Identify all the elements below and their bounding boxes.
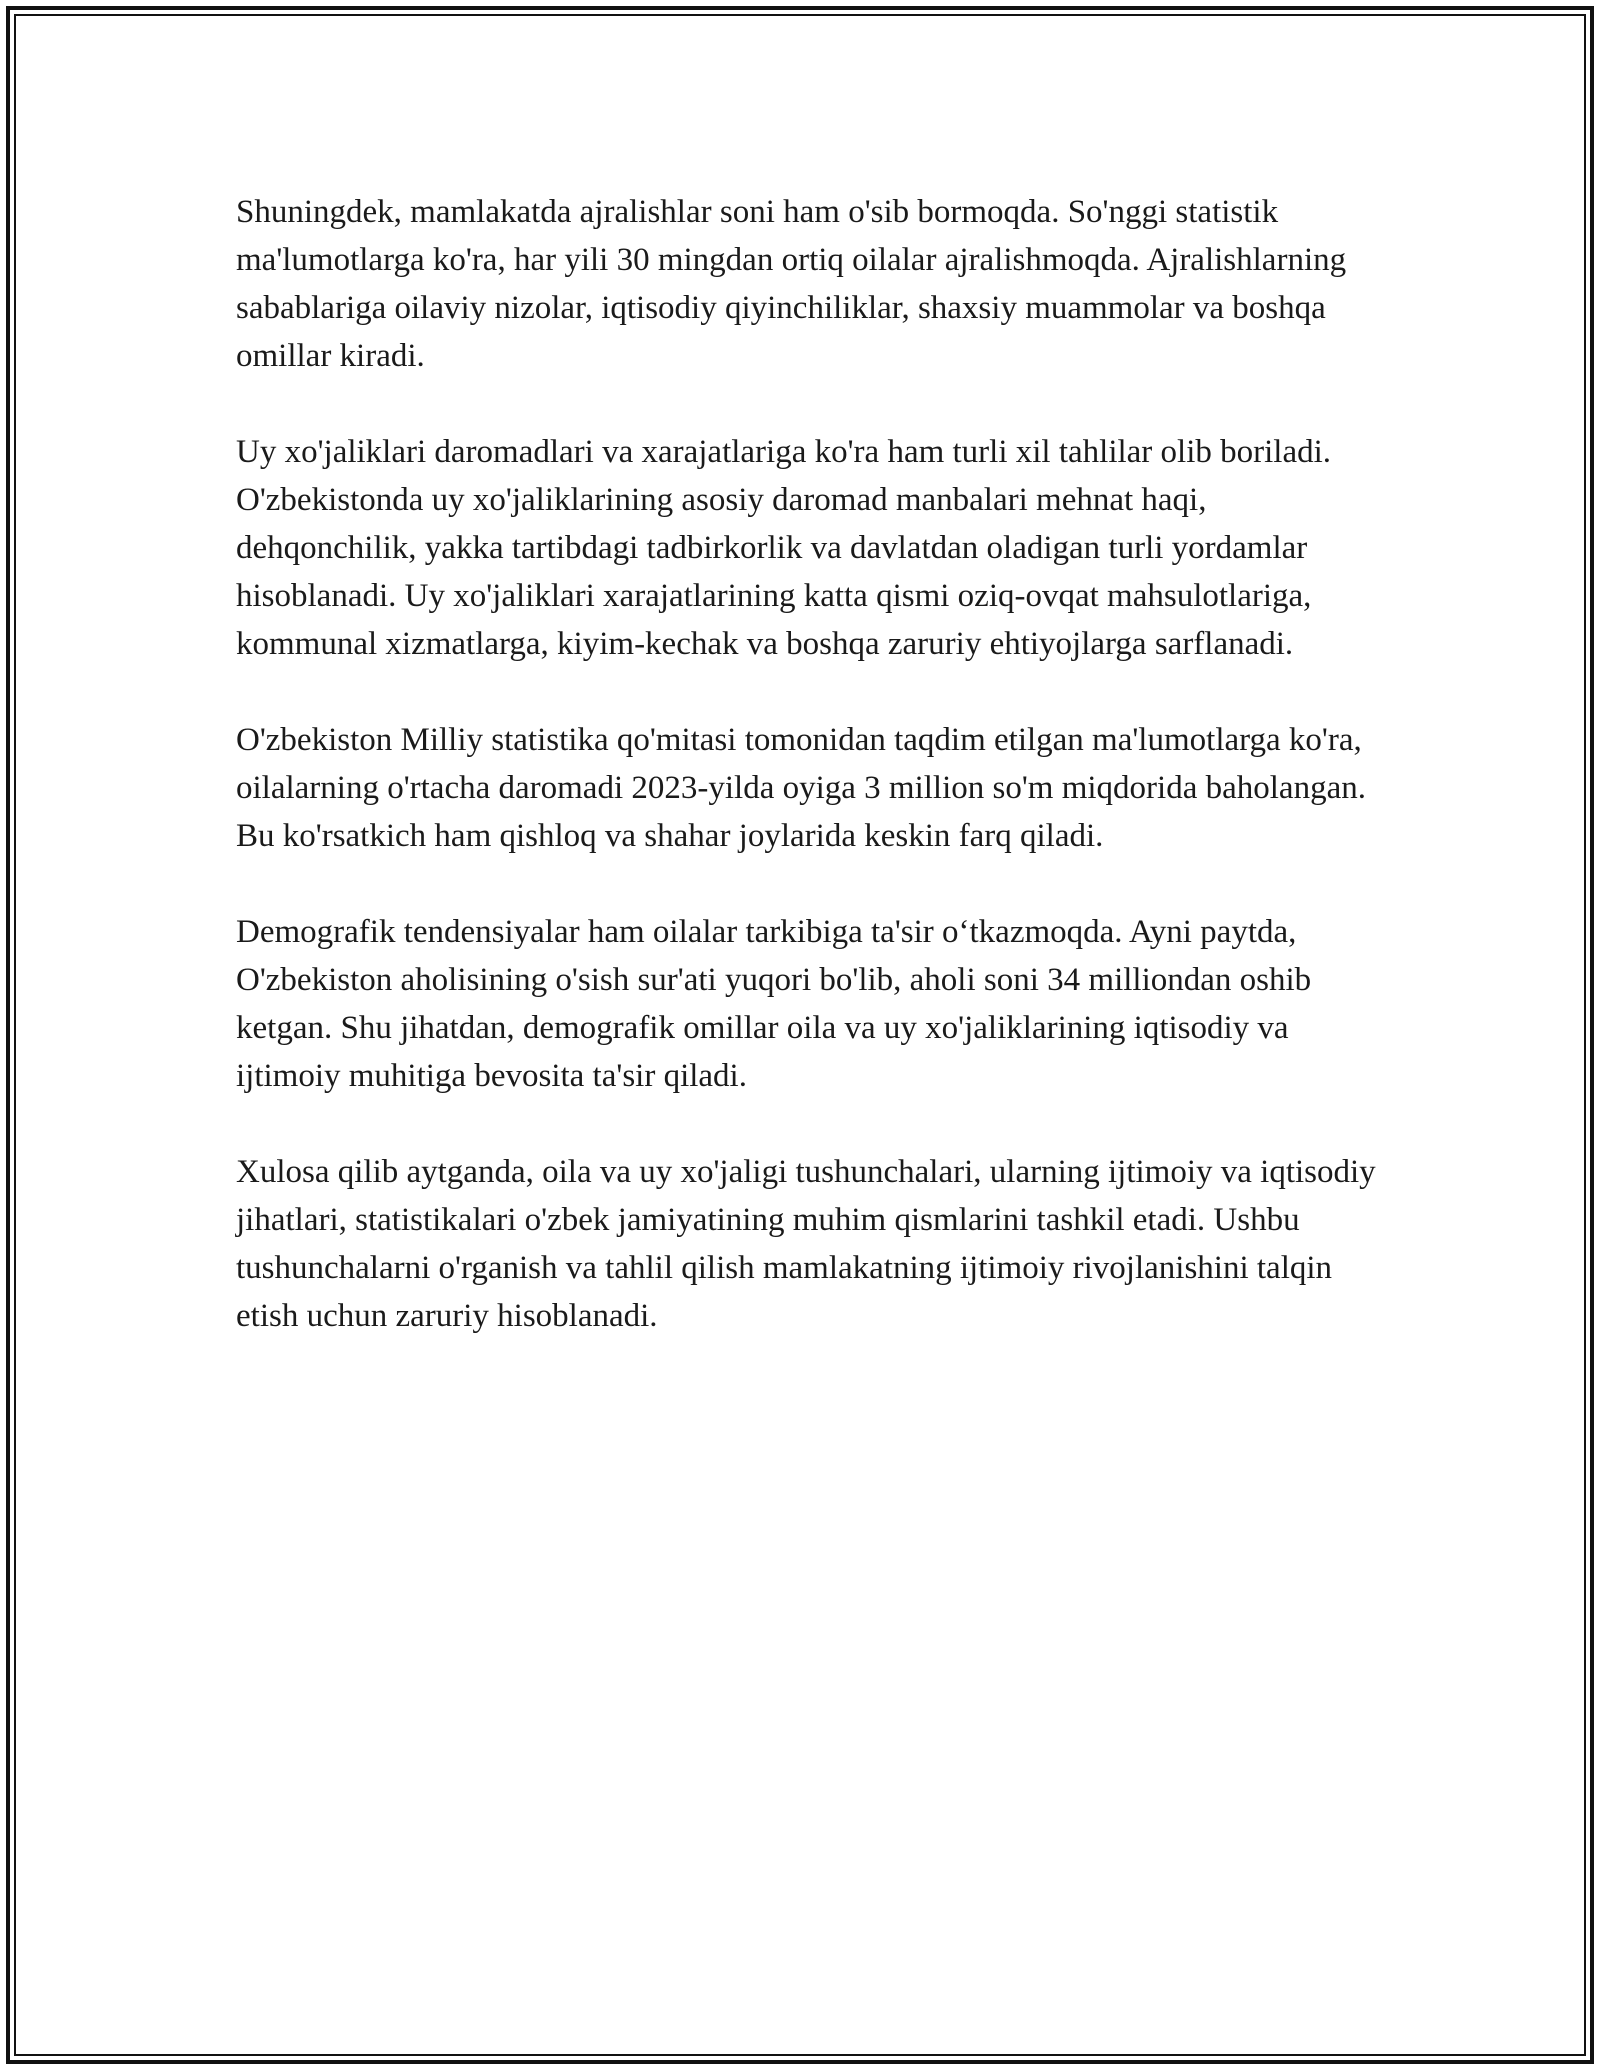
paragraph-conclusion: Xulosa qilib aytganda, oila va uy xo'jaligi tushunchalari, ularning ijtimoiy va iqtisodiy jihatlari, statistikalari o'zbek jamiyatining muhim qismlarini tashkil etadi. Ushbu tushunchalarni o'rganish va tahlil qilish mamlakatning ijtimoiy rivojlanishini talqin etish uchun zaruriy hisoblanadi. [236,1154,1376,1334]
paragraph-demographic-trends: Demografik tendensiyalar ham oilalar tarkibiga ta'sir o‘tkazmoqda. Ayni paytda, O'zbekiston aholisining o'sish sur'ati yuqori bo'lib, aholi soni 34 milliondan oshib ketgan. Shu jihatdan, demografik omillar oila va uy xo'jaliklarining iqtisodiy va ijtimoiy muhitiga bevosita ta'sir qiladi. [236,914,1312,1094]
paragraph-divorce-statistics: Shuningdek, mamlakatda ajralishlar soni ham o'sib bormoqda. So'nggi statistik ma'lumotlarga ko'ra, har yili 30 mingdan ortiq oilalar ajralishmoqda. Ajralishlarning sabablariga oilaviy nizolar, iqtisodiy qiyinchiliklar, shaxsiy muammolar va boshqa omillar kiradi. [236,194,1347,374]
paragraph-average-income: O'zbekiston Milliy statistika qo'mitasi tomonidan taqdim etilgan ma'lumotlarga ko'ra, oilalarning o'rtacha daromadi 2023-yilda oyiga 3 million so'm miqdorida baholangan. Bu ko'rsatkich ham qishloq va shahar joylarida keskin farq qiladi. [236,722,1366,854]
document-body [236,188,1376,1388]
paragraph-household-income-expenses: Uy xo'jaliklari daromadlari va xarajatlariga ko'ra ham turli xil tahlilar olib boriladi. O'zbekistonda uy xo'jaliklarining asosiy daromad manbalari mehnat haqi, dehqonchilik, yakka tartibdagi tadbirkorlik va davlatdan oladigan turli yordamlar hisoblanadi. Uy xo'jaliklari xarajatlarining katta qismi oziq-ovqat mahsulotlariga, kommunal xizmatlarga, kiyim-kechak va boshqa zaruriy ehtiyojlarga sarflanadi. [236,434,1332,662]
